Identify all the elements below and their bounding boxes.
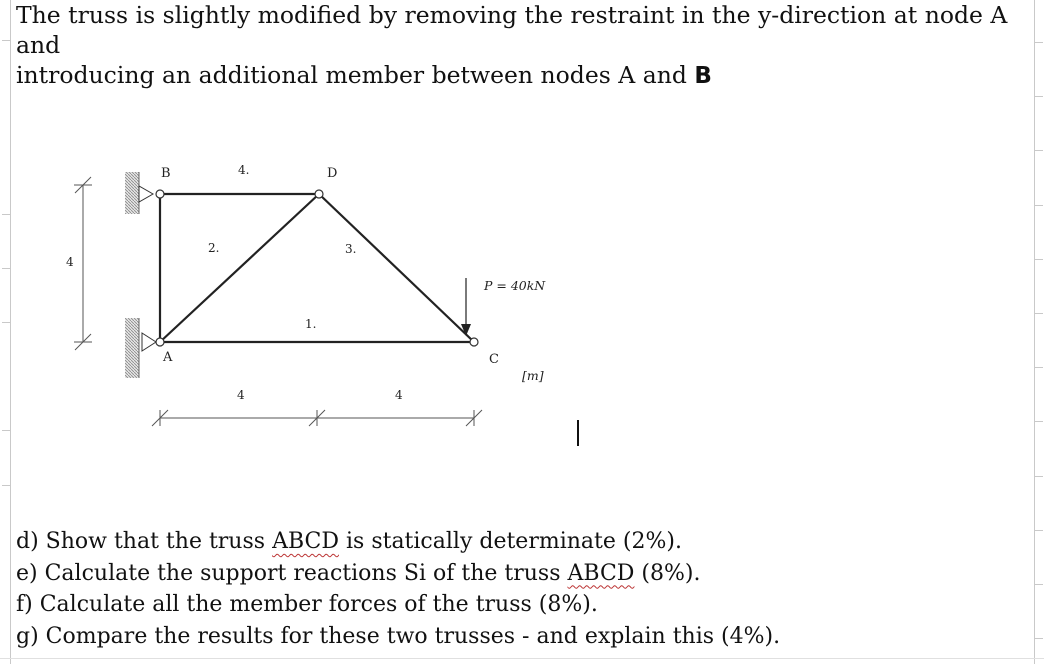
margin-tick	[1034, 476, 1043, 477]
node-c	[470, 338, 478, 346]
question-d-text-end: is statically determinate (2%).	[339, 529, 682, 554]
margin-tick	[2, 322, 10, 323]
node-c-label: C	[489, 352, 499, 367]
margin-tick	[1034, 259, 1043, 260]
question-list	[16, 526, 780, 652]
right-margin-rule	[1034, 0, 1035, 664]
question-f: f) Calculate all the member forces of the truss (8%).	[16, 592, 598, 617]
member-3	[319, 194, 474, 342]
margin-tick	[1034, 42, 1043, 43]
node-a-label: A	[163, 350, 173, 365]
units-label: [m]	[522, 368, 544, 383]
node-d-label: D	[327, 166, 338, 181]
node-b-label: B	[161, 166, 171, 181]
pin-support-b	[139, 186, 153, 202]
span-right-label: 4	[395, 388, 403, 402]
question-d	[16, 526, 780, 558]
margin-tick	[1034, 638, 1043, 639]
margin-tick	[2, 214, 10, 215]
height-dim-label: 4	[66, 255, 74, 269]
margin-tick	[2, 268, 10, 269]
handwritten-b-mark: B	[694, 63, 712, 89]
span-dimension	[152, 410, 482, 426]
truss-diagram	[50, 150, 590, 440]
margin-tick	[1034, 96, 1043, 97]
height-dimension	[66, 177, 92, 350]
question-e-text: e) Calculate the support reactions Si of the truss	[16, 560, 568, 586]
load-arrow	[461, 278, 471, 336]
truss-name-squiggle: ABCD	[272, 529, 339, 554]
margin-tick	[2, 40, 10, 41]
node-b	[156, 190, 164, 198]
heading-line-2-text: introducing an additional member between nodes A and	[16, 61, 695, 89]
truss-name-squiggle: ABCD	[567, 560, 635, 586]
margin-tick	[2, 485, 10, 486]
page-bottom-rule	[0, 658, 1044, 659]
margin-tick	[2, 430, 10, 431]
text-cursor	[577, 420, 579, 446]
question-e-text-end: (8%).	[634, 560, 701, 586]
member-2-label: 2.	[208, 241, 220, 255]
wall-support-a	[125, 318, 139, 378]
member-3-label: 3.	[345, 242, 357, 256]
question-e	[16, 558, 780, 590]
margin-tick	[1034, 367, 1043, 368]
member-2	[160, 194, 319, 342]
member-1-label: 1.	[305, 317, 317, 331]
question-d-text: d) Show that the truss	[16, 529, 273, 554]
truss-members	[160, 194, 474, 342]
margin-tick	[1034, 584, 1043, 585]
margin-tick	[1034, 150, 1043, 151]
span-left-label: 4	[237, 388, 245, 402]
left-margin-rule	[10, 0, 11, 664]
pin-support-a	[142, 333, 156, 351]
wall-support-b	[125, 172, 139, 214]
margin-tick	[1034, 421, 1043, 422]
node-a	[156, 338, 164, 346]
margin-tick	[1034, 313, 1043, 314]
member-4-label: 4.	[238, 163, 250, 177]
load-label: P = 40kN	[484, 278, 546, 293]
margin-tick	[1034, 205, 1043, 206]
problem-heading	[16, 0, 1026, 91]
question-g: g) Compare the results for these two trusses - and explain this (4%).	[16, 623, 781, 649]
heading-line-1: The truss is slightly modified by removing the restraint in the y-direction at node A and	[16, 1, 1008, 59]
margin-tick	[1034, 530, 1043, 531]
node-d	[315, 190, 323, 198]
heading-line-2	[16, 60, 1026, 91]
